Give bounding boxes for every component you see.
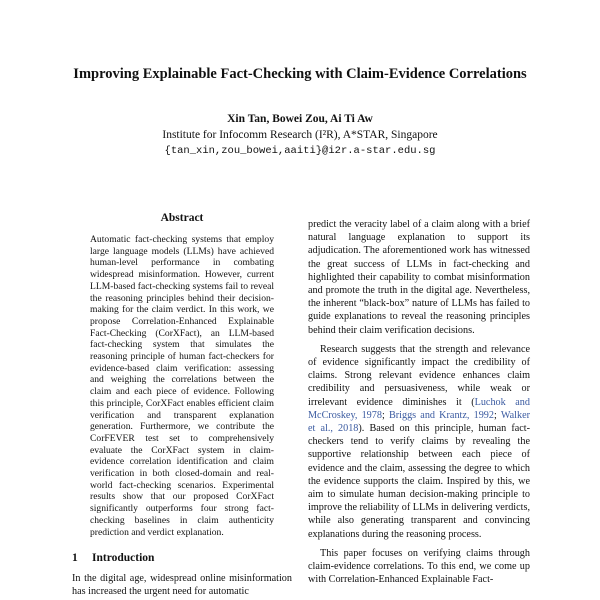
body-paragraph-2: [308, 343, 530, 541]
citation-link[interactable]: Luchok and McCroskey, 1978: [308, 396, 530, 421]
body-paragraph-3: This paper focuses on verifying claims through claim-evidence correlations. To this end, we come up with Correlation-Enhanced Explainable Fact-: [308, 547, 530, 586]
citation-separator: ;: [381, 409, 389, 421]
paragraph-text: Research suggests that the strength and relevance of evidence significantly impact the credibility of claims. Strong relevant evidence enhances claim credibility and persuasiveness, while weak or irrelevant evidence diminishes it (: [308, 343, 530, 408]
body-paragraph-1: predict the veracity label of a claim along with a brief natural language explanation to support its adjudication. The aforementioned work has witnessed the great success of LLMs in fact-checking and highlighted their capability to combat misinformation and promote the truth in the digital age. Nevertheless, the inherent “black-box” nature of LLMs has failed to guide explanations to reveal the reasoning principles behind their claim verification decisions.: [308, 219, 530, 336]
author-emails: {tan_xin,zou_bowei,aaiti}@i2r.a-star.edu.sg: [164, 145, 436, 157]
section-number: 1: [72, 552, 78, 565]
left-column: [72, 212, 292, 599]
paper-title: Improving Explainable Fact-Checking with Claim-Evidence Correlations: [73, 66, 527, 82]
citation-separator: ;: [494, 409, 501, 421]
introduction-text: In the digital age, widespread online misinformation has increased the urgent need for automatic: [72, 573, 292, 598]
abstract-heading: Abstract: [160, 212, 204, 224]
citation-link[interactable]: Briggs and Krantz, 1992: [388, 409, 494, 421]
paragraph-text: ). Based on this principle, human fact-checkers tend to verify claims by revealing the supportive relationship between each piece of evidence and the claim, assessing the degree to which the evidence supports the claim. Inspired by this, we aim to simulate human decision-making principle to improve the reliability of LLMs in delivering verdicts, while also generating transparent and convincing explanations during the reasoning process.: [308, 423, 530, 540]
author-names: Xin Tan, Bowei Zou, Ai Ti Aw: [227, 113, 373, 125]
abstract-text: Automatic fact-checking systems that employ large language models (LLMs) have achieved human-level performance in combating widespread misinformation. However, current LLM-based fact-checking systems fail to reveal the reasoning principles behind their decision-making for the claim verdict. In this work, we propose Correlation-Enhanced Explainable Fact-Checking (CorXFact), an LLM-based fact-checking system that simulates the reasoning principle of human fact-checkers for evidence-based claim verification: assessing and weighing the correlations between the claim and each piece of evidence. Following this principle, CorXFact enables efficient claim verification and transparent explanation generation. Furthermore, we contribute the CorFEVER test set to comprehensively evaluate the CorXFact system in claim-evidence correlation identification and claim verification in both closed-domain and real-world fact-checking scenarios. Experimental results show that our proposed CorXFact significantly outperforms four strong fact-checking baselines in claim authenticity prediction and verdict explanation.: [90, 234, 274, 538]
introduction-heading: [72, 552, 292, 564]
citation-link[interactable]: Walker et al., 2018: [308, 409, 530, 435]
right-column: [308, 218, 530, 586]
author-affiliation: Institute for Infocomm Research (I²R), A*STAR, Singapore: [162, 129, 438, 141]
section-title: Introduction: [92, 552, 155, 565]
